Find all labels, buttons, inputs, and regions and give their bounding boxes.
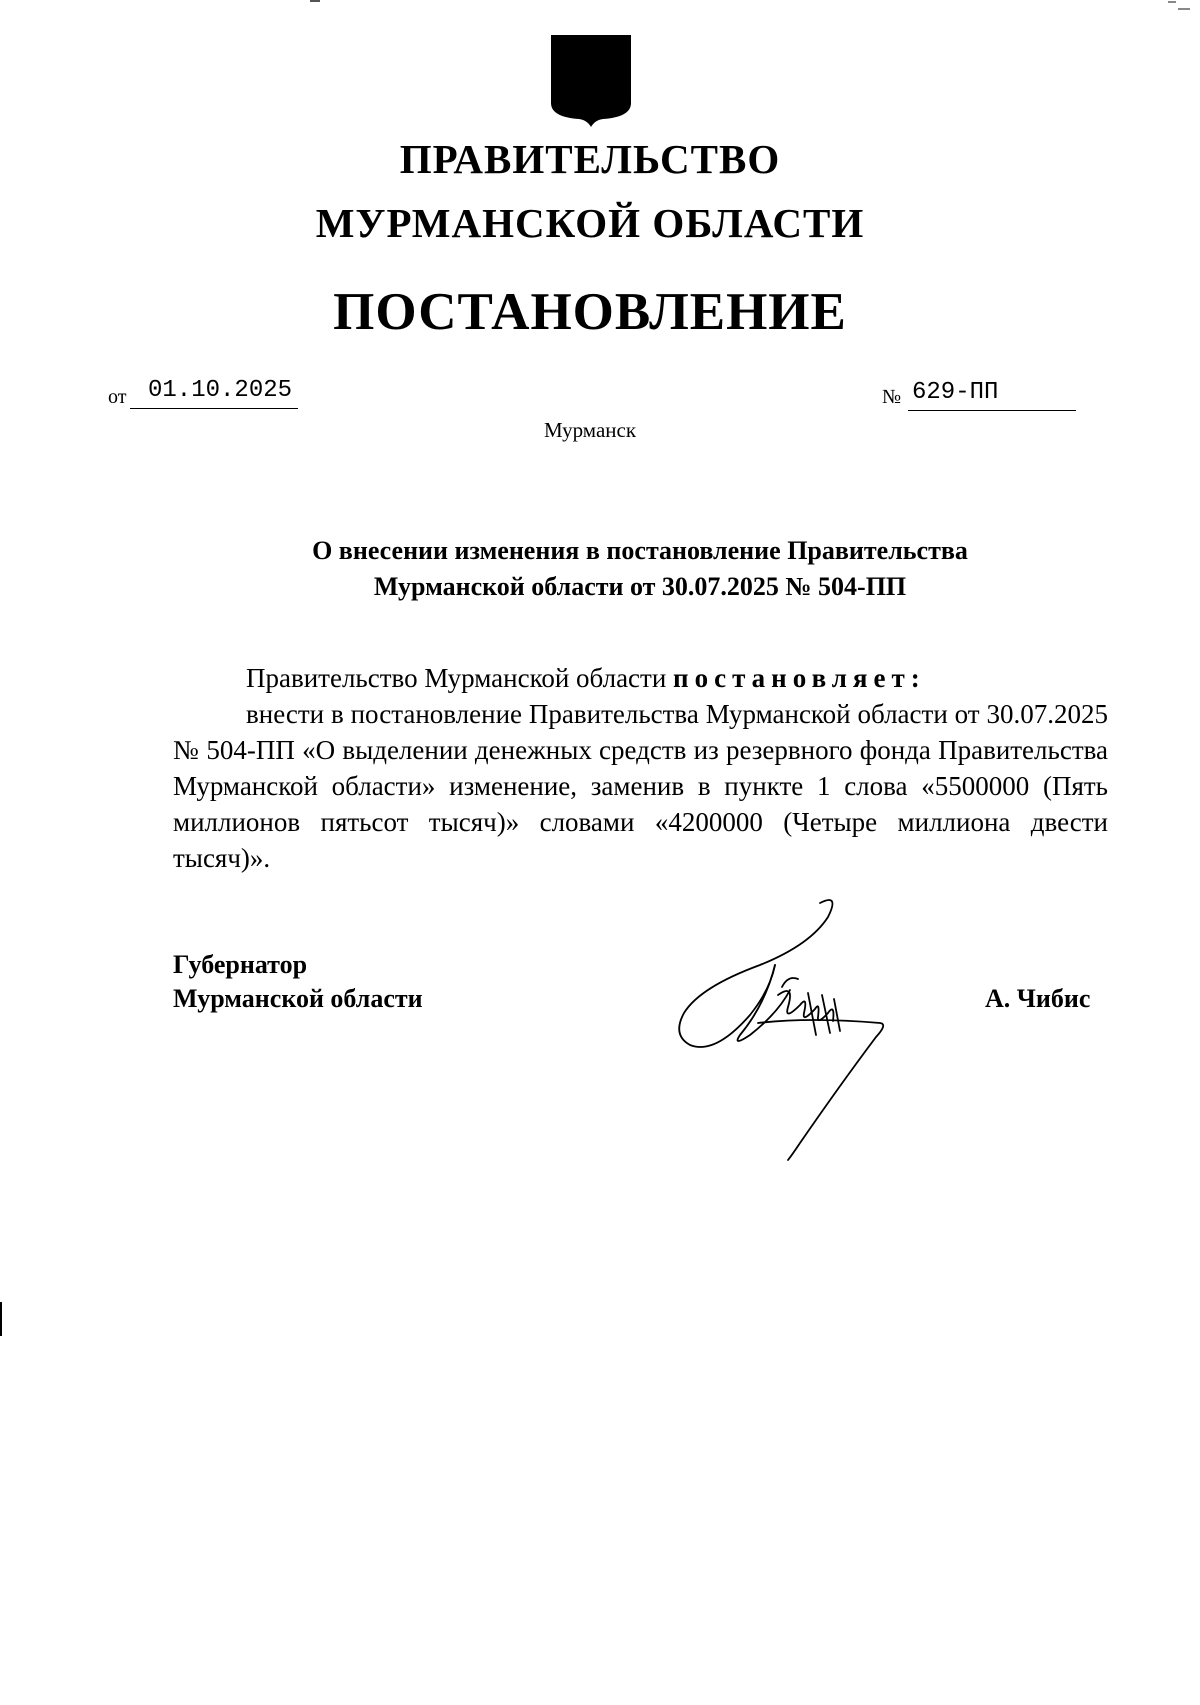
subject-line-2: Мурманской области от 30.07.2025 № 504-ПП xyxy=(373,572,907,601)
signer-role-line-2: Мурманской области xyxy=(173,984,423,1013)
resolves-word: постановляет: xyxy=(673,663,926,693)
body-intro xyxy=(246,660,926,696)
coat-of-arms-emblem-icon xyxy=(551,35,631,127)
scan-mark xyxy=(310,0,320,2)
number-prefix: № xyxy=(882,386,902,408)
date-prefix: от xyxy=(108,386,127,408)
body-intro-text: Правительство Мурманской области xyxy=(246,663,667,693)
city: Мурманск xyxy=(543,418,637,442)
document-date: 01.10.2025 xyxy=(130,377,298,409)
scan-mark xyxy=(1178,8,1190,10)
signer-name: А. Чибис xyxy=(985,984,1091,1013)
signer-role-line-1: Губернатор xyxy=(173,950,308,979)
document-number: 629-ПП xyxy=(908,379,1076,411)
subject-line-1: О внесении изменения в постановление Правительства xyxy=(312,536,968,565)
document-type: ПОСТАНОВЛЕНИЕ xyxy=(333,283,847,341)
scan-mark xyxy=(0,1302,2,1336)
organization-name-line-1: ПРАВИТЕЛЬСТВО xyxy=(399,136,781,182)
body-paragraph: внести в постановление Правительства Мурманской области от 30.07.2025 № 504-ПП «О выделении денежных средств из резервного фонда Правительства Мурманской области» изменение, заменив в пункте 1 слова «5500000 (Пять миллионов пятьсот тысяч)» словами «4200000 (Четыре миллиона двести тысяч)». xyxy=(173,699,1108,873)
scan-mark xyxy=(1168,1,1176,3)
handwritten-signature-icon xyxy=(670,895,920,1165)
organization-name-line-2: МУРМАНСКОЙ ОБЛАСТИ xyxy=(315,200,865,246)
